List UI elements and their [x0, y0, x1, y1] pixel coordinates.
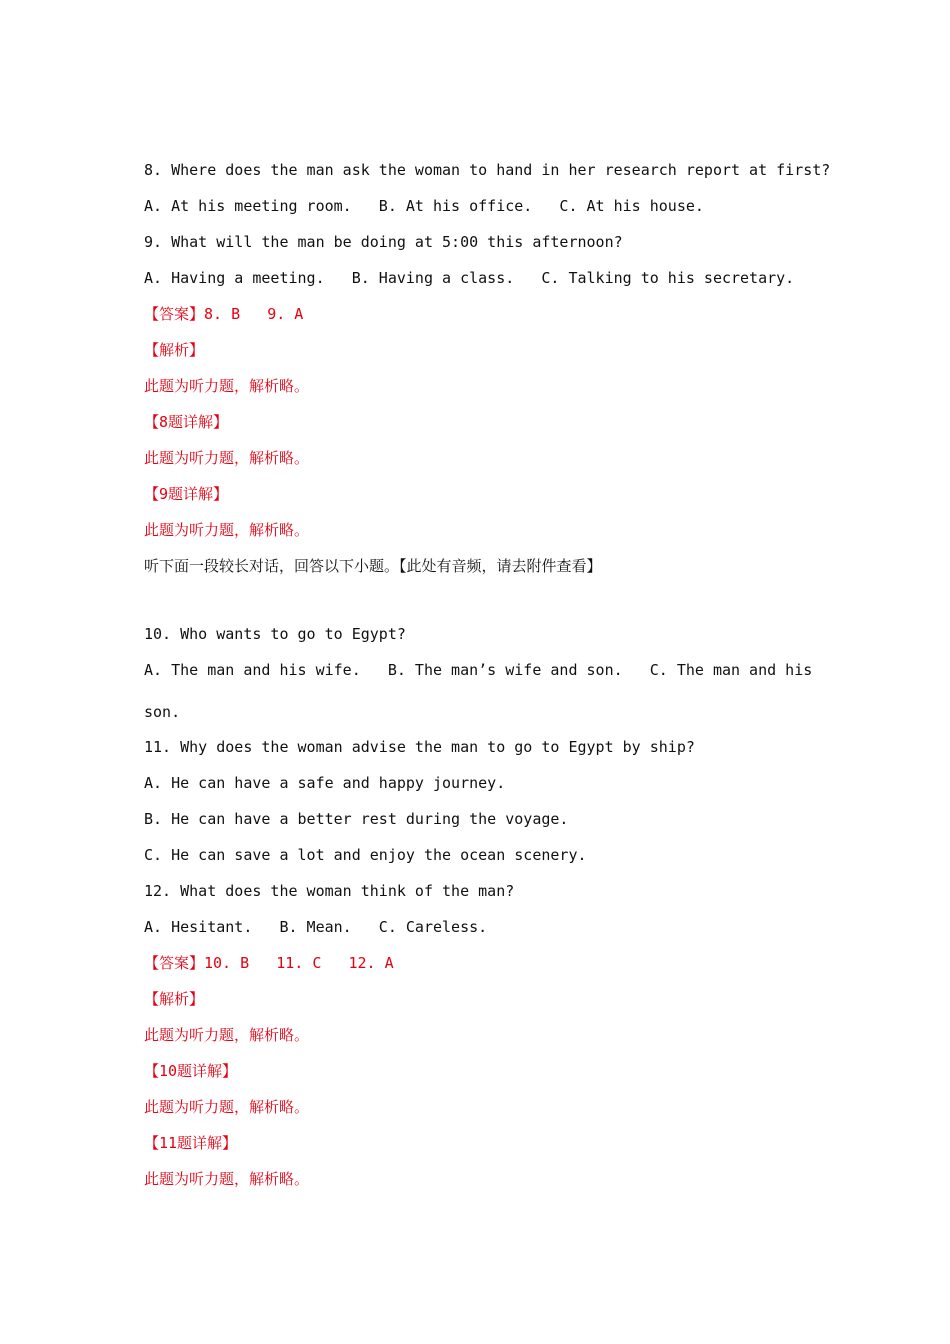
detail-text-9: 此题为听力题，解析略。: [144, 521, 310, 539]
analysis-heading-2: 【解析】: [144, 990, 205, 1008]
question-11-option-c: C. He can save a lot and enjoy the ocean scenery.: [144, 846, 587, 864]
answer-8-9: 【答案】8. B 9. A: [144, 305, 304, 323]
question-12: 12. What does the woman think of the man?: [144, 882, 515, 900]
question-11-option-b: B. He can have a better rest during the voyage.: [144, 810, 569, 828]
analysis-heading: 【解析】: [144, 341, 205, 359]
question-11-option-a: A. He can have a safe and happy journey.: [144, 774, 506, 792]
detail-text-11: 此题为听力题，解析略。: [144, 1170, 310, 1188]
detail-heading-10: 【10题详解】: [144, 1062, 238, 1080]
question-10-options-wrap: son.: [144, 703, 181, 721]
question-8-options: A. At his meeting room. B. At his office. C. At his house.: [144, 197, 704, 215]
section-instruction: 听下面一段较长对话，回答以下小题。【此处有音频，请去附件查看】: [144, 557, 602, 575]
question-12-options: A. Hesitant. B. Mean. C. Careless.: [144, 918, 488, 936]
analysis-text-2: 此题为听力题，解析略。: [144, 1026, 310, 1044]
question-11: 11. Why does the woman advise the man to go to Egypt by ship?: [144, 738, 695, 756]
detail-heading-11: 【11题详解】: [144, 1134, 238, 1152]
question-10: 10. Who wants to go to Egypt?: [144, 625, 406, 643]
detail-heading-8: 【8题详解】: [144, 413, 229, 431]
detail-heading-9: 【9题详解】: [144, 485, 229, 503]
detail-text-10: 此题为听力题，解析略。: [144, 1098, 310, 1116]
answer-10-12: 【答案】10. B 11. C 12. A: [144, 954, 394, 972]
analysis-text: 此题为听力题，解析略。: [144, 377, 310, 395]
question-9: 9. What will the man be doing at 5:00 this afternoon?: [144, 233, 623, 251]
question-8: 8. Where does the man ask the woman to hand in her research report at first?: [144, 161, 831, 179]
question-10-options: A. The man and his wife. B. The man’s wife and son. C. The man and his: [144, 661, 813, 679]
detail-text-8: 此题为听力题，解析略。: [144, 449, 310, 467]
question-9-options: A. Having a meeting. B. Having a class. C. Talking to his secretary.: [144, 269, 795, 287]
